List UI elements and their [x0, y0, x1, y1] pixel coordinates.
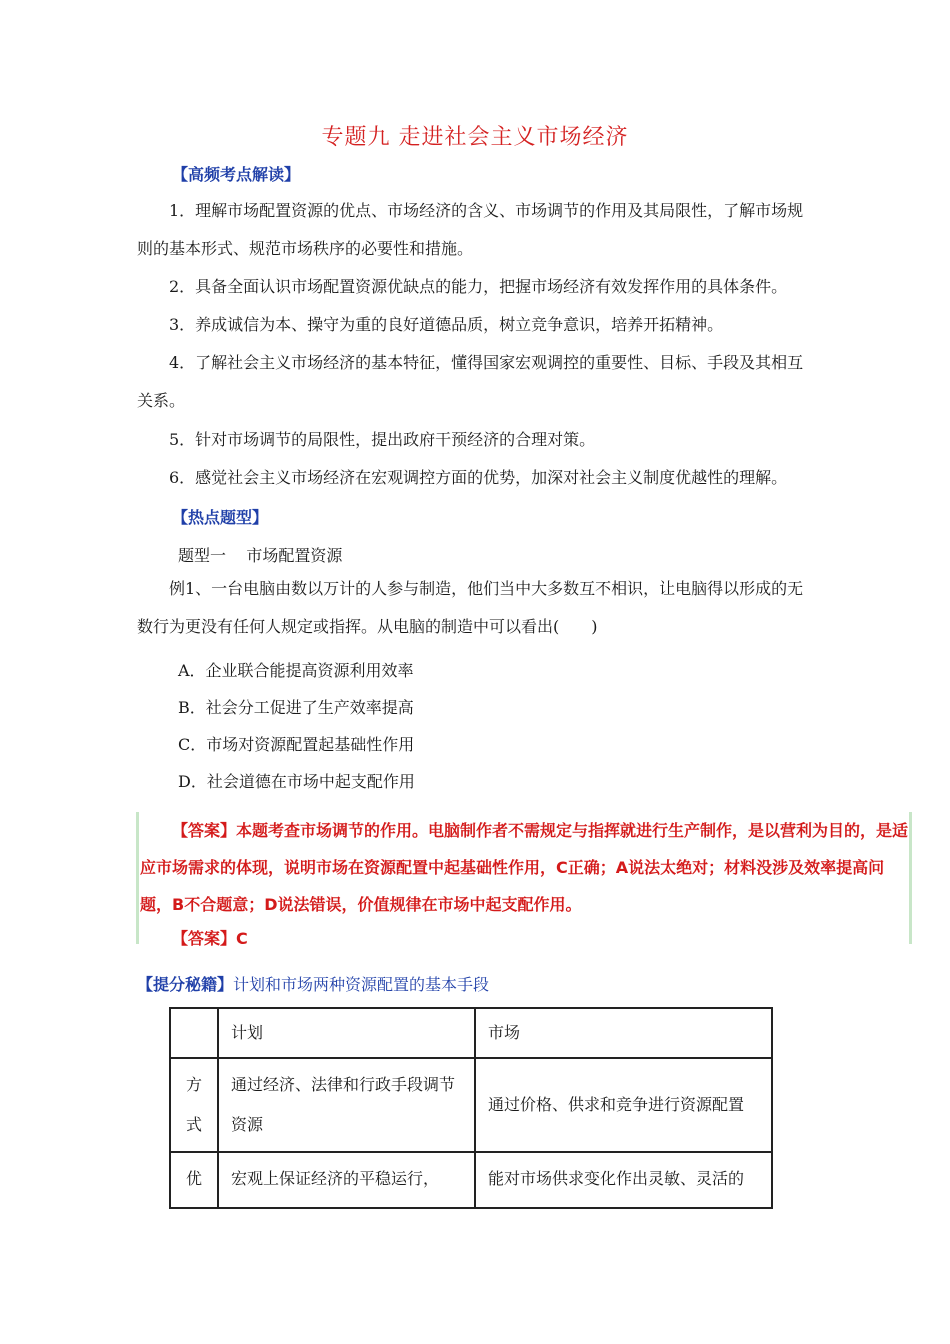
option-a: A．企业联合能提高资源利用效率 — [178, 661, 414, 680]
example-question: 例1、一台电脑由数以万计的人参与制造，他们当中大多数互不相识，让电脑得以形成的无数行为更没有任何人规定或指挥。从电脑的制造中可以看出( ) — [137, 579, 804, 636]
section-heading-hot-topics: 【热点题型】 — [172, 508, 269, 527]
table-row — [170, 1058, 772, 1152]
table-cell: 方式 — [170, 1058, 218, 1152]
section-heading-key-points: 【高频考点解读】 — [172, 165, 301, 184]
left-border-bar — [136, 812, 139, 944]
tip-text: 计划和市场两种资源配置的基本手段 — [233, 975, 490, 994]
table-cell: 宏观上保证经济的平稳运行， — [218, 1152, 475, 1208]
table-header-row — [170, 1008, 772, 1058]
point-3: 3．养成诚信为本、操守为重的良好道德品质，树立竞争意识，培养开拓精神。 — [169, 315, 724, 334]
page-title: 专题九 走进社会主义市场经济 — [321, 125, 629, 150]
table-cell: 能对市场供求变化作出灵敏、灵活的 — [475, 1152, 772, 1208]
answer-analysis-box — [136, 812, 912, 944]
point-5: 5．针对市场调节的局限性，提出政府干预经济的合理对策。 — [169, 430, 596, 449]
table-cell: 通过价格、供求和竞争进行资源配置 — [475, 1058, 772, 1152]
tip-tag: 【提分秘籍】 — [137, 975, 234, 994]
table-header-cell: 市场 — [475, 1008, 772, 1058]
right-border-bar — [909, 812, 912, 944]
final-answer: 【答案】C — [172, 929, 248, 948]
table-header-cell — [170, 1008, 218, 1058]
point-6: 6．感觉社会主义市场经济在宏观调控方面的优势，加深对社会主义制度优越性的理解。 — [169, 468, 788, 487]
point-4: 4．了解社会主义市场经济的基本特征，懂得国家宏观调控的重要性、目标、手段及其相互关系。 — [137, 353, 804, 410]
table-cell: 通过经济、法律和行政手段调节资源 — [218, 1058, 475, 1152]
answer-analysis: 【答案】本题考查市场调节的作用。电脑制作者不需规定与指挥就进行生产制作，是以营利为目的，是适应市场需求的体现，说明市场在资源配置中起基础性作用，C正确；A说法太绝对；材料没涉及效率提高问题，B不合题意；D说法错误，价值规律在市场中起支配作用。 — [140, 821, 909, 914]
table-row — [170, 1152, 772, 1208]
point-1: 1．理解市场配置资源的优点、市场经济的含义、市场调节的作用及其局限性，了解市场规则的基本形式、规范市场秩序的必要性和措施。 — [137, 201, 804, 258]
question-type-heading: 题型一 市场配置资源 — [178, 546, 343, 565]
tip-heading — [137, 972, 489, 995]
option-c: C．市场对资源配置起基础性作用 — [178, 735, 415, 754]
option-d: D．社会道德在市场中起支配作用 — [178, 772, 415, 791]
table-cell: 优 — [170, 1152, 218, 1208]
table-header-cell: 计划 — [218, 1008, 475, 1058]
option-b: B．社会分工促进了生产效率提高 — [178, 698, 414, 717]
point-2: 2．具备全面认识市场配置资源优缺点的能力，把握市场经济有效发挥作用的具体条件。 — [169, 277, 788, 296]
comparison-table — [169, 1007, 773, 1209]
